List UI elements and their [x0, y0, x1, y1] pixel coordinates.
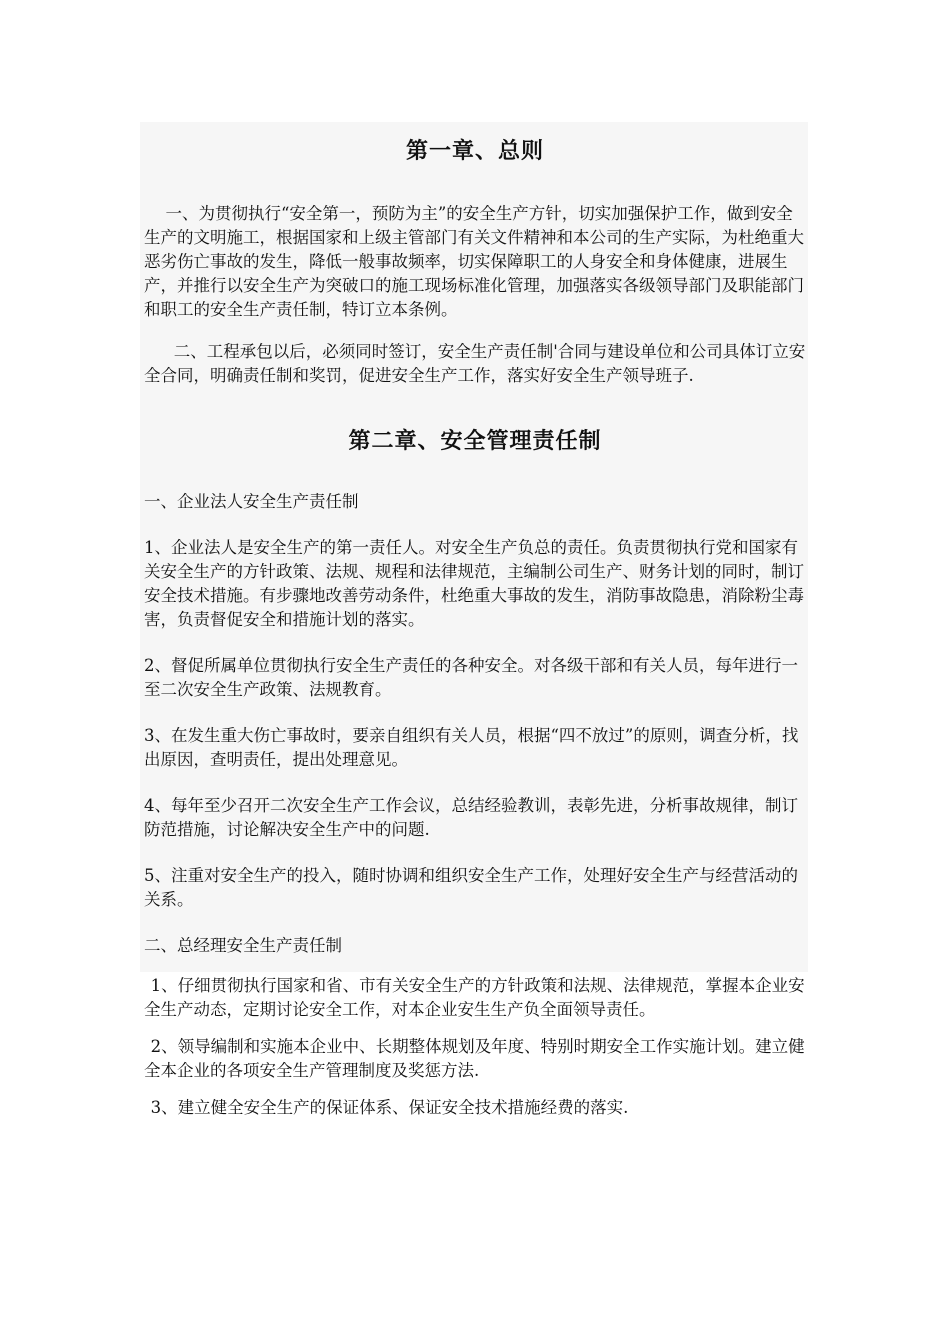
section-2-item-3: 3、建立健全安全生产的保证体系、保证安全技术措施经费的落实.	[150, 1098, 629, 1117]
section-2-item-2: 2、领导编制和实施本企业中、长期整体规划及年度、特别时期安全工作实施计划。建立健全本企业的各项安全生产管理制度及奖惩方法.	[144, 1037, 805, 1080]
section-1-item-3: 3、在发生重大伤亡事故时，要亲自组织有关人员，根据“四不放过”的原则，调查分析，找出原因，查明责任，提出处理意见。	[144, 726, 799, 769]
section-1-item-4: 4、每年至少召开二次安全生产工作会议，总结经验教训，表彰先进，分析事故规律，制订防范措施，讨论解决安全生产中的问题.	[144, 796, 798, 839]
document-body	[144, 130, 806, 1120]
section-1-item-2: 2、督促所属单位贯彻执行安全生产责任的各种安全。对各级干部和有关人员，每年进行一至二次安全生产政策、法规教育。	[144, 656, 798, 699]
chapter-1-title: 第一章、总则	[405, 138, 544, 164]
section-1-item-5: 5、注重对安全生产的投入，随时协调和组织安全生产工作，处理好安全生产与经营活动的关系。	[144, 866, 798, 909]
chapter-2-title: 第二章、安全管理责任制	[348, 428, 602, 454]
section-2-item-1: 1、仔细贯彻执行国家和省、市有关安全生产的方针政策和法规、法律规范，掌握本企业安全生产动态，定期讨论安全工作，对本企业安生生产负全面领导责任。	[144, 976, 805, 1019]
section-2-heading: 二、总经理安全生产责任制	[144, 936, 342, 955]
section-1-item-1: 1、企业法人是安全生产的第一责任人。对安全生产负总的责任。负责贯彻执行党和国家有关安全生产的方针政策、法规、规程和法律规范，主编制公司生产、财务计划的同时，制订安全技术措施。有步骤地改善劳动条件，杜绝重大事故的发生，消防事故隐患，消除粉尘毒害，负责督促安全和措施计划的落实。	[144, 538, 804, 629]
chapter-1-paragraph-1: 一、为贯彻执行“安全第一，预防为主”的安全生产方针，切实加强保护工作，做到安全生产的文明施工，根据国家和上级主管部门有关文件精神和本公司的生产实际，为杜绝重大恶劣伤亡事故的发生，降低一般事故频率，切实保障职工的人身安全和身体健康，进展生产，并推行以安全生产为突破口的施工现场标准化管理，加强落实各级领导部门及职能部门和职工的安全生产责任制，特订立本条例。	[144, 204, 804, 319]
chapter-1-paragraph-2: 二、工程承包以后，必须同时签订，安全生产责任制'合同与建设单位和公司具体订立安全合同，明确责任制和奖罚，促进安全生产工作，落实好安全生产领导班子.	[144, 342, 806, 385]
section-1-heading: 一、企业法人安全生产责任制	[144, 492, 359, 511]
